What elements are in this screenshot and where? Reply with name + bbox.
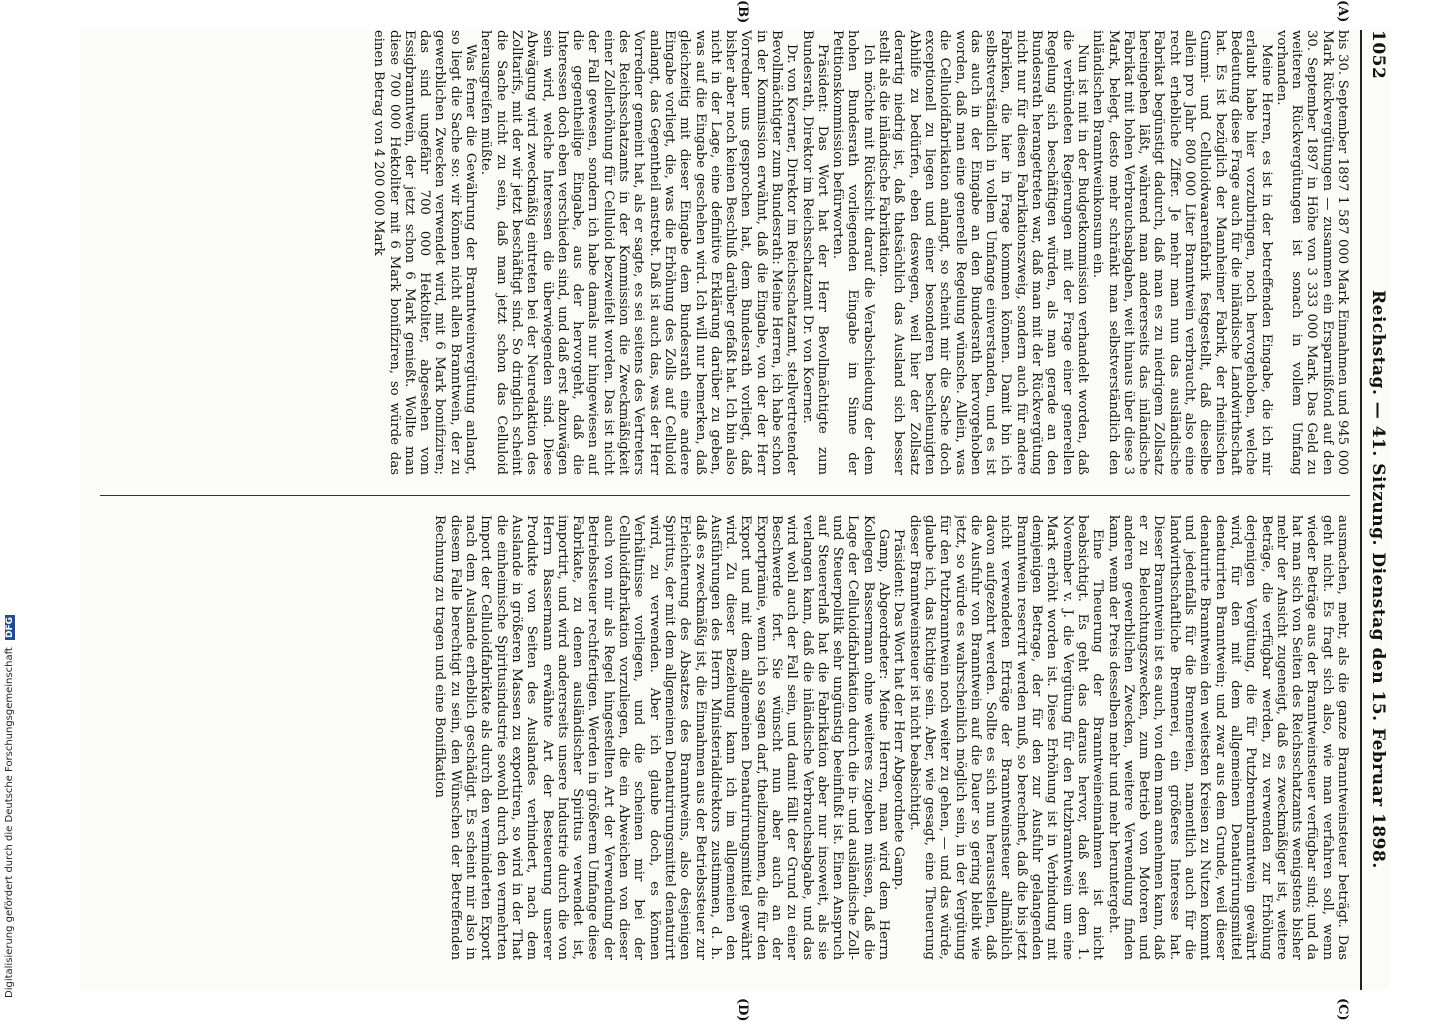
column-divider	[100, 495, 1350, 496]
rotated-document-page	[80, 0, 1390, 1022]
paragraph: bis 30. September 1897 1 587 000 Mark Einnahmen und 945 000 Mark Rückvergütungen — zusammen ein Ersparnißfond auf den 30. September 1897 in Höhe von 3 333 000 Mark. Das Geld zu weiteren Rückvergütungen ist sonach in vollem Umfang vorhanden.	[1273, 30, 1350, 475]
dfg-logo-icon: DFG	[5, 616, 15, 638]
paragraph: Meine Herren, es ist in der betreffenden Eingabe, die ich mir erlaubt habe hier vorzubringen, noch hervorgehoben, welche Bedeutung diese Frage auch für die inländische Landwirthschaft hat. Es ist bezüglich der Mannheimer Fabrik, der rheinischen Gummi- und Celluloidwaarenfabrik festgestellt, daß dieselbe allein pro Jahr 800 000 Liter Branntwein verbraucht, also eine recht erhebliche Ziffer. Je mehr man nun das ausländische Fabrikat begünstigt dadurch, daß man es zu niedrigem Zollsatz hereingehen läßt, während man andererseits das inländische Fabrikat mit hohen Verbrauchsabgaben, weit hinaus über diese 3 Mark, belegt, desto mehr schränkt man selbstverständlich den inländischen Branntweinkonsum ein.	[1090, 30, 1274, 475]
header-rule	[1360, 30, 1362, 990]
paragraph: Ich möchte mit Rücksicht darauf die Verabschiedung der dem hohen Bundesrath vorliegenden Eingabe im Sinne der Petitionskommission befürworten.	[830, 30, 876, 475]
margin-marker-c: (C)	[1335, 998, 1350, 1021]
margin-marker-b: (B)	[735, 0, 750, 24]
digitization-credit	[4, 615, 15, 998]
paragraph: Gamp, Abgeordneter: Meine Herren, man wird dem Herrn Kollegen Bassermann ohne weiteres zugeben müssen, daß die Lage der Celluloidfabrikation durch die in- und ausländische Zoll- und Steuerpolitik sehr ungünstig beeinflußt ist. Einen Anspruch auf Steuererlaß hat die Fabrikation aber nur insoweit, als sie verlangen kann, daß die inländische Verbrauchsabgabe, und das wird wohl auch der Fall sein, und damit fällt der Grund zu einer Beschwerde fort. Sie wünscht nun aber auch an der Exportprämie, wenn ich so sagen darf, theilzunehmen, die für den Export und mit dem allgemeinen Denaturirungsmittel gewährt wird. Zu dieser Beziehung kann ich im allgemeinen den Ausführungen des Herrn Ministerialdirektors zustimmen, d. h. daß es zweckmäßig ist, die Einnahmen aus der Betriebssteuer zur Erleichterung des Absatzes des Branntweins, also desjenigen Spiritus, der mit dem allgemeinen Denaturirungsmittel denaturirt wird, zu verwenden. Aber ich glaube doch, es können Verhältnisse vorliegen, und die scheinen mir bei der Celluloidfabrikation vorzuliegen, die ein Abweichen von dieser auch von mir als Regel hingestellten Art der Verwendung der Betriebssteuer rechtfertigen. Werden in größerem Umfange diese Fabrikate, zu denen ausländischer Spiritus verwendet ist, importirt, und wird andererseits unsere Industrie durch die von Herrn Bassermann erwähnte Art der Besteuerung unserer Produkte von Seiten des Auslandes verhindert, nach dem Auslande in größeren Massen zu exportiren, so wird in der That die einheimische Spiritusindustrie sowohl durch den vermehrten Import der Celluloidfabrikate als durch den verminderten Export nach dem Auslande erheblich geschädigt. Es scheint mir also in diesem Falle berechtigt zu sein, den Wünschen der Betreffenden Rechnung zu tragen und eine Bonifikation	[432, 515, 892, 960]
paragraph: Was ferner die Gewährung der Branntweinvergütung anlangt, so liegt die Sache so: wir können nicht allen Branntwein, der zu gewerblichen Zwecken verwendet wird, mit 6 Mark bonifiziren; das sind ungefähr 700 000 Hektoliter, abgesehen vom Essigbranntwein, der jetzt schon 6 Mark genießt. Wollte man diese 700 000 Hektoliter mit 6 Mark bonifiziren, so würde das einen Betrag von 4 200 000 Mark	[371, 30, 479, 475]
paragraph: Eine Theuerung der Branntweineinnahmen ist nicht beabsichtigt. Es geht das daraus hervor, daß seit dem 1. November v. J. die Vergütung für den Putzbranntwein um eine Mark erhöht worden ist. Diese Erhöhung ist in Verbindung mit demjenigen Betrage, der für den zur Ausfuhr gelangenden Branntwein reservirt werden muß, so berechnet, daß die bis jetzt nicht verwendeten Erträge der Branntweinsteuer allmählich davon aufgezehrt werden. Sollte es sich nun herausstellen, daß die Ausfuhr von Branntwein auf die Dauer so gering bleibt wie jetzt, so würde es wahrscheinlich möglich sein, in der Vergütung für den Putzbranntwein noch weiter zu gehen, — und das würde, glaube ich, das Richtige sein. Aber, wie gesagt, eine Theuerung dieser Branntweinsteuer ist nicht beabsichtigt.	[906, 515, 1106, 960]
paragraph: ausmachen, mehr, als die ganze Branntweinsteuer beträgt. Das geht nicht. Es fragt sich also, wie man verfahren soll, wenn wieder Beträge aus der Branntweinsteuer verfügbar sind; und da hat man sich von Seiten des Reichsschatzamts wenigstens bisher mehr der Ansicht zugeneigt, daß es zweckmäßiger ist, weitere Beträge, die verfügbar werden, zu verwenden zur Erhöhung derjenigen Vergütung, die für Putzbrennbranntwein gewährt wird, für den mit dem allgemeinen Denaturirungsmittel denaturirten Branntwein; und zwar aus dem Grunde, weil dieser denaturirte Branntwein den weitesten Kreisen zu Nutzen kommt und jedenfalls für die Brennereien, namentlich auch für die landwirthschaftliche Brennerei, ein größeres Interesse hat. Dieser Branntwein ist es auch, von dem man annehmen kann, daß er zu Beleuchtungszwecken, zum Betrieb von Motoren und anderen gewerblichen Zwecken, weitere Verwendung finden kann, wenn der Preis desselben mehr und mehr heruntergeht.	[1105, 515, 1350, 960]
page-title: Reichstag. — 41. Sitzung. Dienstag den 15. Februar 1898.	[1368, 290, 1388, 869]
credit-text: Digitalisierung gefördert durch die Deutsche Forschungsgemeinschaft	[4, 647, 15, 998]
right-text-column	[90, 515, 1350, 960]
margin-marker-d: (D)	[735, 998, 750, 1022]
page-number: 1052	[1368, 30, 1388, 80]
paragraph: Präsident: Das Wort hat der Herr Abgeordnete Gamp.	[891, 529, 907, 891]
left-text-column	[90, 30, 1350, 475]
page-header	[1366, 30, 1390, 990]
margin-marker-a: (A)	[1335, 0, 1350, 23]
paragraph: Dr. von Koerner, Direktor im Reichsschatzamt, stellvertretender Bevollmächtigter zum Bundesrath: Meine Herren, ich habe schon in der Kommission erwähnt, daß die Eingabe, von der der Herr Vorredner uns gesprochen hat, dem Bundesrath vorliegt, daß bisher aber noch keinen Beschluß darüber gefaßt hat. Ich bin also nicht in der Lage, eine definitive Erklärung darüber zu geben, was auf die Eingabe geschehen wird. Ich will nur bemerken, daß gleichzeitig mit dieser Eingabe dem Bundesrath eine andere Eingabe vorliegt, die, was die Erhöhung des Zolls auf Celluloid anlangt, das Gegentheil anstrebt. Daß ist auch das, was der Herr Vorredner gemeint hat, als er sagte, es sei seitens des Vertreters des Reichsschatzamts in der Kommission die Zweckmäßigkeit einer Zollerhöhung für Celluloid bezweifelt worden. Das ist nicht der Fall gewesen, sondern ich habe damals nur hingewiesen auf die gegentheilige Eingabe, aus der hervorgeht, daß die Interessen doch eben verschieden sind, und daß erst abzuwägen sein wird, welche Interessen die überwiegenden sind. Diese Abwägung wird zweckmäßig eintreten bei der Neuredaktion des Zolltarifs, mit der wir jetzt beschäftigt sind. So dringlich scheint die Sache nicht zu sein, daß man jetzt schon das Celluloid herausgreifen müßte.	[478, 30, 800, 475]
paragraph: Präsident: Das Wort hat der Herr Bevollmächtigte zum Bundesrath, Direktor im Reichsschatzamt Dr. von Koerner.	[799, 30, 830, 475]
paragraph: Nun ist mit in der Budgetkommission verhandelt worden, daß die verbündeten Regierungen mit der Frage einer generellen Regelung sich beschäftigen würden, als man gerade an den Bundesrath herangetreten war, daß man mit der Rückvergütung nicht nur für diesen Fabrikationszweig, sondern auch für andere Fabriken, die hier in Frage kommen können. Damit bin ich selbstverständlich in vollem Umfange einverstanden, und es ist das auch in der Eingabe an den Bundesrath hervorgehoben worden, daß man eine generelle Regelung wünsche. Allein, was die Celluloidfabrikation anlangt, so scheint mir die Sache doch exceptionell zu liegen und einer besonderen beschleunigten Abhilfe zu bedürfen, eben deswegen, weil hier der Zollsatz derartig niedrig ist, daß thatsächlich das Ausland sich besser stellt als die inländische Fabrikation.	[876, 30, 1090, 475]
